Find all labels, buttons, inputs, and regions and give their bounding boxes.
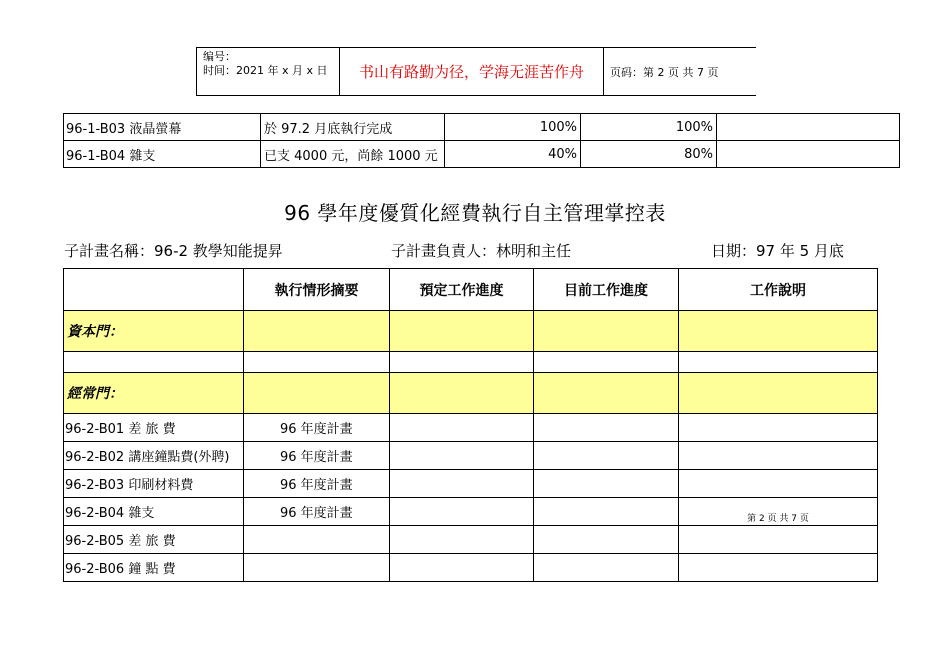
table-row (64, 498, 878, 526)
table-row (64, 141, 900, 168)
subplan-name: 子計畫名稱：96-2 教學知能提昇 (64, 242, 283, 260)
item-cell: 96-2-B02 講座鐘點費(外聘) (64, 442, 244, 470)
current-progress-cell: 100% (581, 114, 717, 141)
note-cell (717, 114, 900, 141)
header-info-cell (197, 48, 340, 96)
column-header: 預定工作進度 (390, 269, 534, 311)
item-cell: 96-2-B01 差 旅 費 (64, 414, 244, 442)
capital-label: 資本門： (64, 311, 244, 352)
motto: 书山有路勤为径，学海无涯苦作舟 (340, 48, 604, 96)
column-header: 執行情形摘要 (244, 269, 390, 311)
current-progress-cell: 80% (581, 141, 717, 168)
item-cell: 96-1-B04 雜支 (64, 141, 261, 168)
item-cell: 96-2-B05 差 旅 費 (64, 526, 244, 554)
report-date: 日期：97 年 5 月底 (711, 242, 844, 260)
current-label: 經常門： (64, 373, 244, 414)
table-row (64, 470, 878, 498)
page-note: 第 2 页 共 7 页 (679, 498, 878, 526)
item-cell: 96-1-B03 液晶螢幕 (64, 114, 261, 141)
page-label: 页码：第 2 页 共 7 页 (604, 48, 756, 96)
planned-progress-cell: 40% (445, 141, 581, 168)
item-cell: 96-2-B06 鐘 點 費 (64, 554, 244, 582)
current-category-row (64, 373, 878, 414)
summary-cell: 96 年度計畫 (244, 414, 390, 442)
subplan-owner: 子計畫負責人：林明和主任 (391, 242, 572, 260)
number-label: 编号： (203, 50, 236, 63)
column-header (64, 269, 244, 311)
table-row (64, 554, 878, 582)
table-row (64, 526, 878, 554)
table-header-row (64, 269, 878, 311)
page-title: 96 學年度優質化經費執行自主管理掌控表 (284, 201, 666, 225)
summary-cell: 96 年度計畫 (244, 442, 390, 470)
execution-control-table (63, 268, 878, 582)
table-row (64, 442, 878, 470)
column-header: 目前工作進度 (534, 269, 679, 311)
document-header (196, 47, 756, 96)
summary-cell: 於 97.2 月底執行完成 (261, 114, 445, 141)
item-cell: 96-2-B03 印刷材料費 (64, 470, 244, 498)
column-header: 工作說明 (679, 269, 878, 311)
time-label: 时间：2021 年 x 月 x 日 (203, 64, 328, 77)
note-cell (717, 141, 900, 168)
summary-cell: 已支 4000 元，尚餘 1000 元 (261, 141, 445, 168)
summary-cell: 96 年度計畫 (244, 470, 390, 498)
capital-category-row (64, 311, 878, 352)
summary-cell: 96 年度計畫 (244, 498, 390, 526)
planned-progress-cell: 100% (445, 114, 581, 141)
table-row (64, 114, 900, 141)
table-row (64, 414, 878, 442)
item-cell: 96-2-B04 雜支 (64, 498, 244, 526)
previous-plan-table (63, 113, 900, 168)
blank-row (64, 352, 878, 373)
